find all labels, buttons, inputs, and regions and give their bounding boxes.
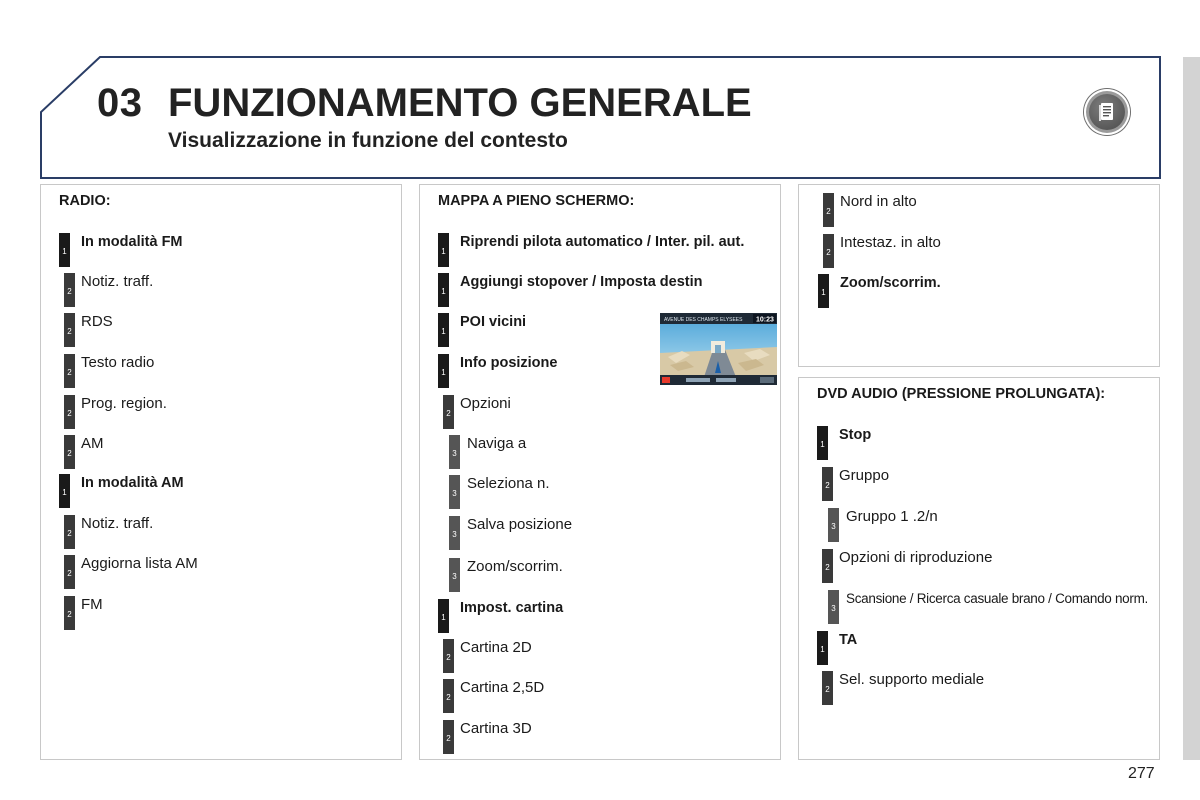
- map-panel-title: MAPPA A PIENO SCHERMO:: [438, 193, 635, 209]
- level-marker: 2: [443, 395, 454, 429]
- level-marker: 2: [64, 515, 75, 549]
- level-marker: 1: [438, 599, 449, 633]
- navigation-map-thumbnail: [660, 313, 777, 385]
- level-marker: 2: [64, 395, 75, 429]
- level-marker: 1: [438, 233, 449, 267]
- radio-panel-title: RADIO:: [59, 193, 111, 209]
- book-icon-badge: [1084, 89, 1130, 135]
- chapter-tab-bar: [1183, 57, 1200, 760]
- level-marker: 1: [817, 631, 828, 665]
- thumbnail-clock: 10:23: [756, 316, 774, 324]
- radio-panel: [40, 184, 402, 760]
- level-marker: 2: [64, 555, 75, 589]
- level-marker: 2: [823, 193, 834, 227]
- level-marker: 2: [64, 273, 75, 307]
- level-marker: 2: [822, 671, 833, 705]
- chapter-title: FUNZIONAMENTO GENERALE: [168, 81, 752, 125]
- level-marker: 1: [438, 273, 449, 307]
- level-marker: 2: [443, 639, 454, 673]
- page-number: 277: [1128, 765, 1155, 782]
- level-marker: 3: [449, 558, 460, 592]
- map-panel: [419, 184, 781, 760]
- level-marker: 1: [438, 313, 449, 347]
- level-marker: 2: [64, 596, 75, 630]
- chapter-subtitle: Visualizzazione in funzione del contesto: [168, 129, 568, 152]
- level-marker: 1: [59, 474, 70, 508]
- level-marker: 2: [443, 679, 454, 713]
- thumbnail-street-name: AVENUE DES CHAMPS ELYSEES: [664, 317, 743, 323]
- level-marker: 2: [64, 435, 75, 469]
- level-marker: 1: [817, 426, 828, 460]
- level-marker: 1: [818, 274, 829, 308]
- level-marker: 2: [822, 549, 833, 583]
- level-marker: 3: [828, 508, 839, 542]
- dvd-audio-panel-title: DVD AUDIO (PRESSIONE PROLUNGATA):: [817, 386, 1106, 402]
- level-marker: 3: [449, 516, 460, 550]
- level-marker: 2: [823, 234, 834, 268]
- level-marker: 2: [64, 354, 75, 388]
- level-marker: 2: [64, 313, 75, 347]
- level-marker: 3: [449, 435, 460, 469]
- level-marker: 1: [59, 233, 70, 267]
- level-marker: 1: [438, 354, 449, 388]
- chapter-number: 03: [97, 81, 143, 125]
- level-marker: 2: [822, 467, 833, 501]
- level-marker: 2: [443, 720, 454, 754]
- book-icon: [1089, 94, 1125, 130]
- level-marker: 3: [449, 475, 460, 509]
- level-marker: 3: [828, 590, 839, 624]
